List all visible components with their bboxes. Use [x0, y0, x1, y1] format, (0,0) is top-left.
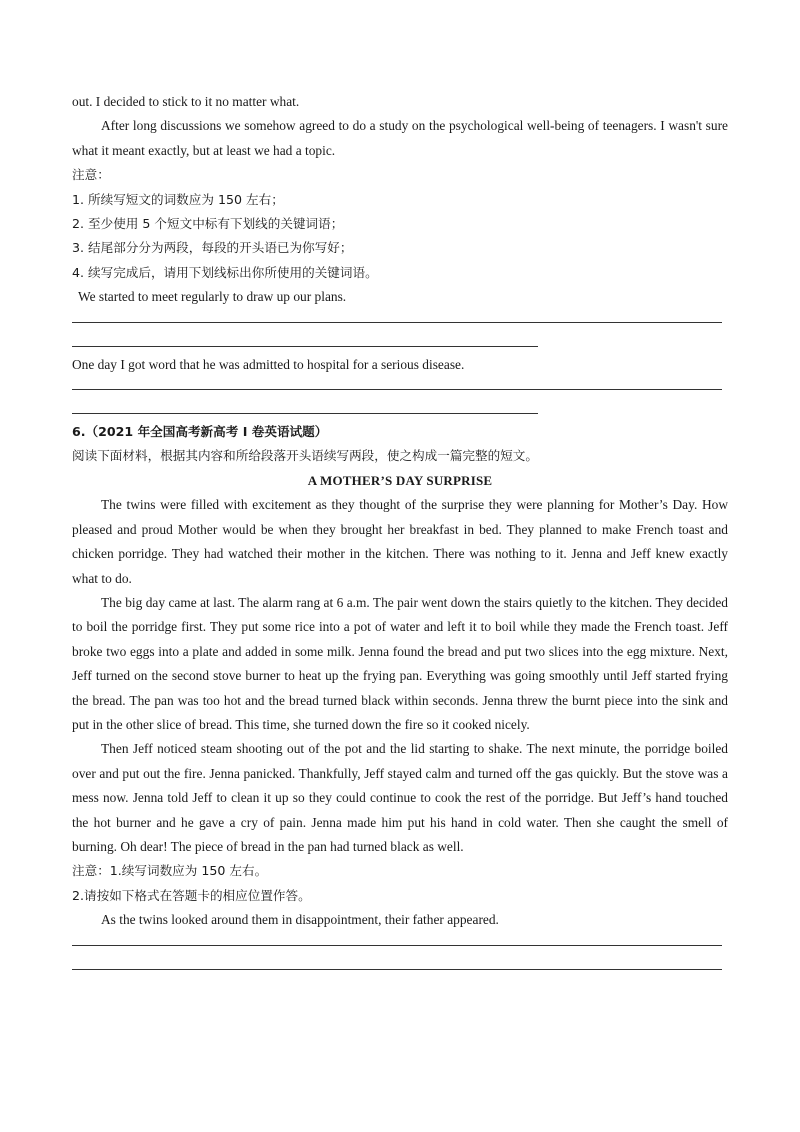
note-item-2: 2. 至少使用 5 个短文中标有下划线的关键词语； [72, 216, 344, 232]
note-item-1: 1. 所续写短文的词数应为 150 左右； [72, 191, 284, 207]
discussion-paragraph: After long discussions we somehow agreed to do a study on the psychological well-being of teenagers. I wasn't sure what it meant exactly, but at least we had a topic. [72, 118, 728, 158]
note-item-4: 4. 续写完成后，请用下划线标出你所使用的关键词语。 [72, 264, 378, 280]
question-heading: 6.（2021 年全国高考新高考 I 卷英语试题） [72, 424, 328, 440]
notes-label: 注意： [72, 167, 110, 183]
question-instruction: 阅读下面材料，根据其内容和所给段落开头语续写两段，使之构成一篇完整的短文。 [72, 448, 538, 464]
answer-line[interactable] [72, 969, 722, 970]
question-note-2: 2.请按如下格式在答题卡的相应位置作答。 [72, 887, 311, 903]
passage-title: A MOTHER’S DAY SURPRISE [307, 472, 493, 488]
passage-paragraph-1: The twins were filled with excitement as they thought of the surprise they were planning for Mother’s Day. How pleased and proud Mother would be when they brought her breakfast in bed. They planned to make French toast and chicken porridge. They had watched their mother in the kitchen. There was nothing to it. Jenna and Jeff knew exactly what to do. [72, 497, 728, 586]
writing-prompt-2: One day I got word that he was admitted to hospital for a serious disease. [72, 356, 465, 372]
note-item-3: 3. 结尾部分分为两段，每段的开头语已为你写好； [72, 240, 353, 256]
continued-line: out. I decided to stick to it no matter what. [72, 94, 300, 109]
passage-paragraph-2: The big day came at last. The alarm rang at 6 a.m. The pair went down the stairs quietly to the kitchen. They decided to boil the porridge first. They put some rice into a pot of water and left it to boil while they made the French toast. Jeff broke two eggs into a plate and added in some milk. Jenna found the bread and put two slices into the egg mixture. Next, Jeff turned on the second stove burner to heat up the frying pan. Everything was going smoothly until Jeff started frying the bread. The pan was too hot and the bread turned black within seconds. Jenna threw the burnt piece into the sink and put in the other slice of bread. This time, she turned down the fire so it cooked nicely. [72, 594, 728, 732]
passage-paragraph-3: Then Jeff noticed steam shooting out of the pot and the lid starting to shake. The next minute, the porridge boiled over and put out the fire. Jenna panicked. Thankfully, Jeff stayed calm and turned off the gas quickly. But the stove was a mess now. Jenna told Jeff to clean it up so they could continue to cook the rest of the porridge. But Jeff’s hand touched the hot burner and he gave a cry of pain. Jenna made him put his hand in cold water. Then she caught the smell of burning. Oh dear! The piece of bread in the pan had turned black as well. [72, 741, 728, 854]
writing-prompt-3: As the twins looked around them in disappointment, their father appeared. [101, 912, 499, 928]
writing-prompt-1: We started to meet regularly to draw up our plans. [78, 289, 347, 305]
question-note-1: 注意：1.续写词数应为 150 左右。 [72, 863, 268, 879]
document-page [72, 90, 728, 970]
